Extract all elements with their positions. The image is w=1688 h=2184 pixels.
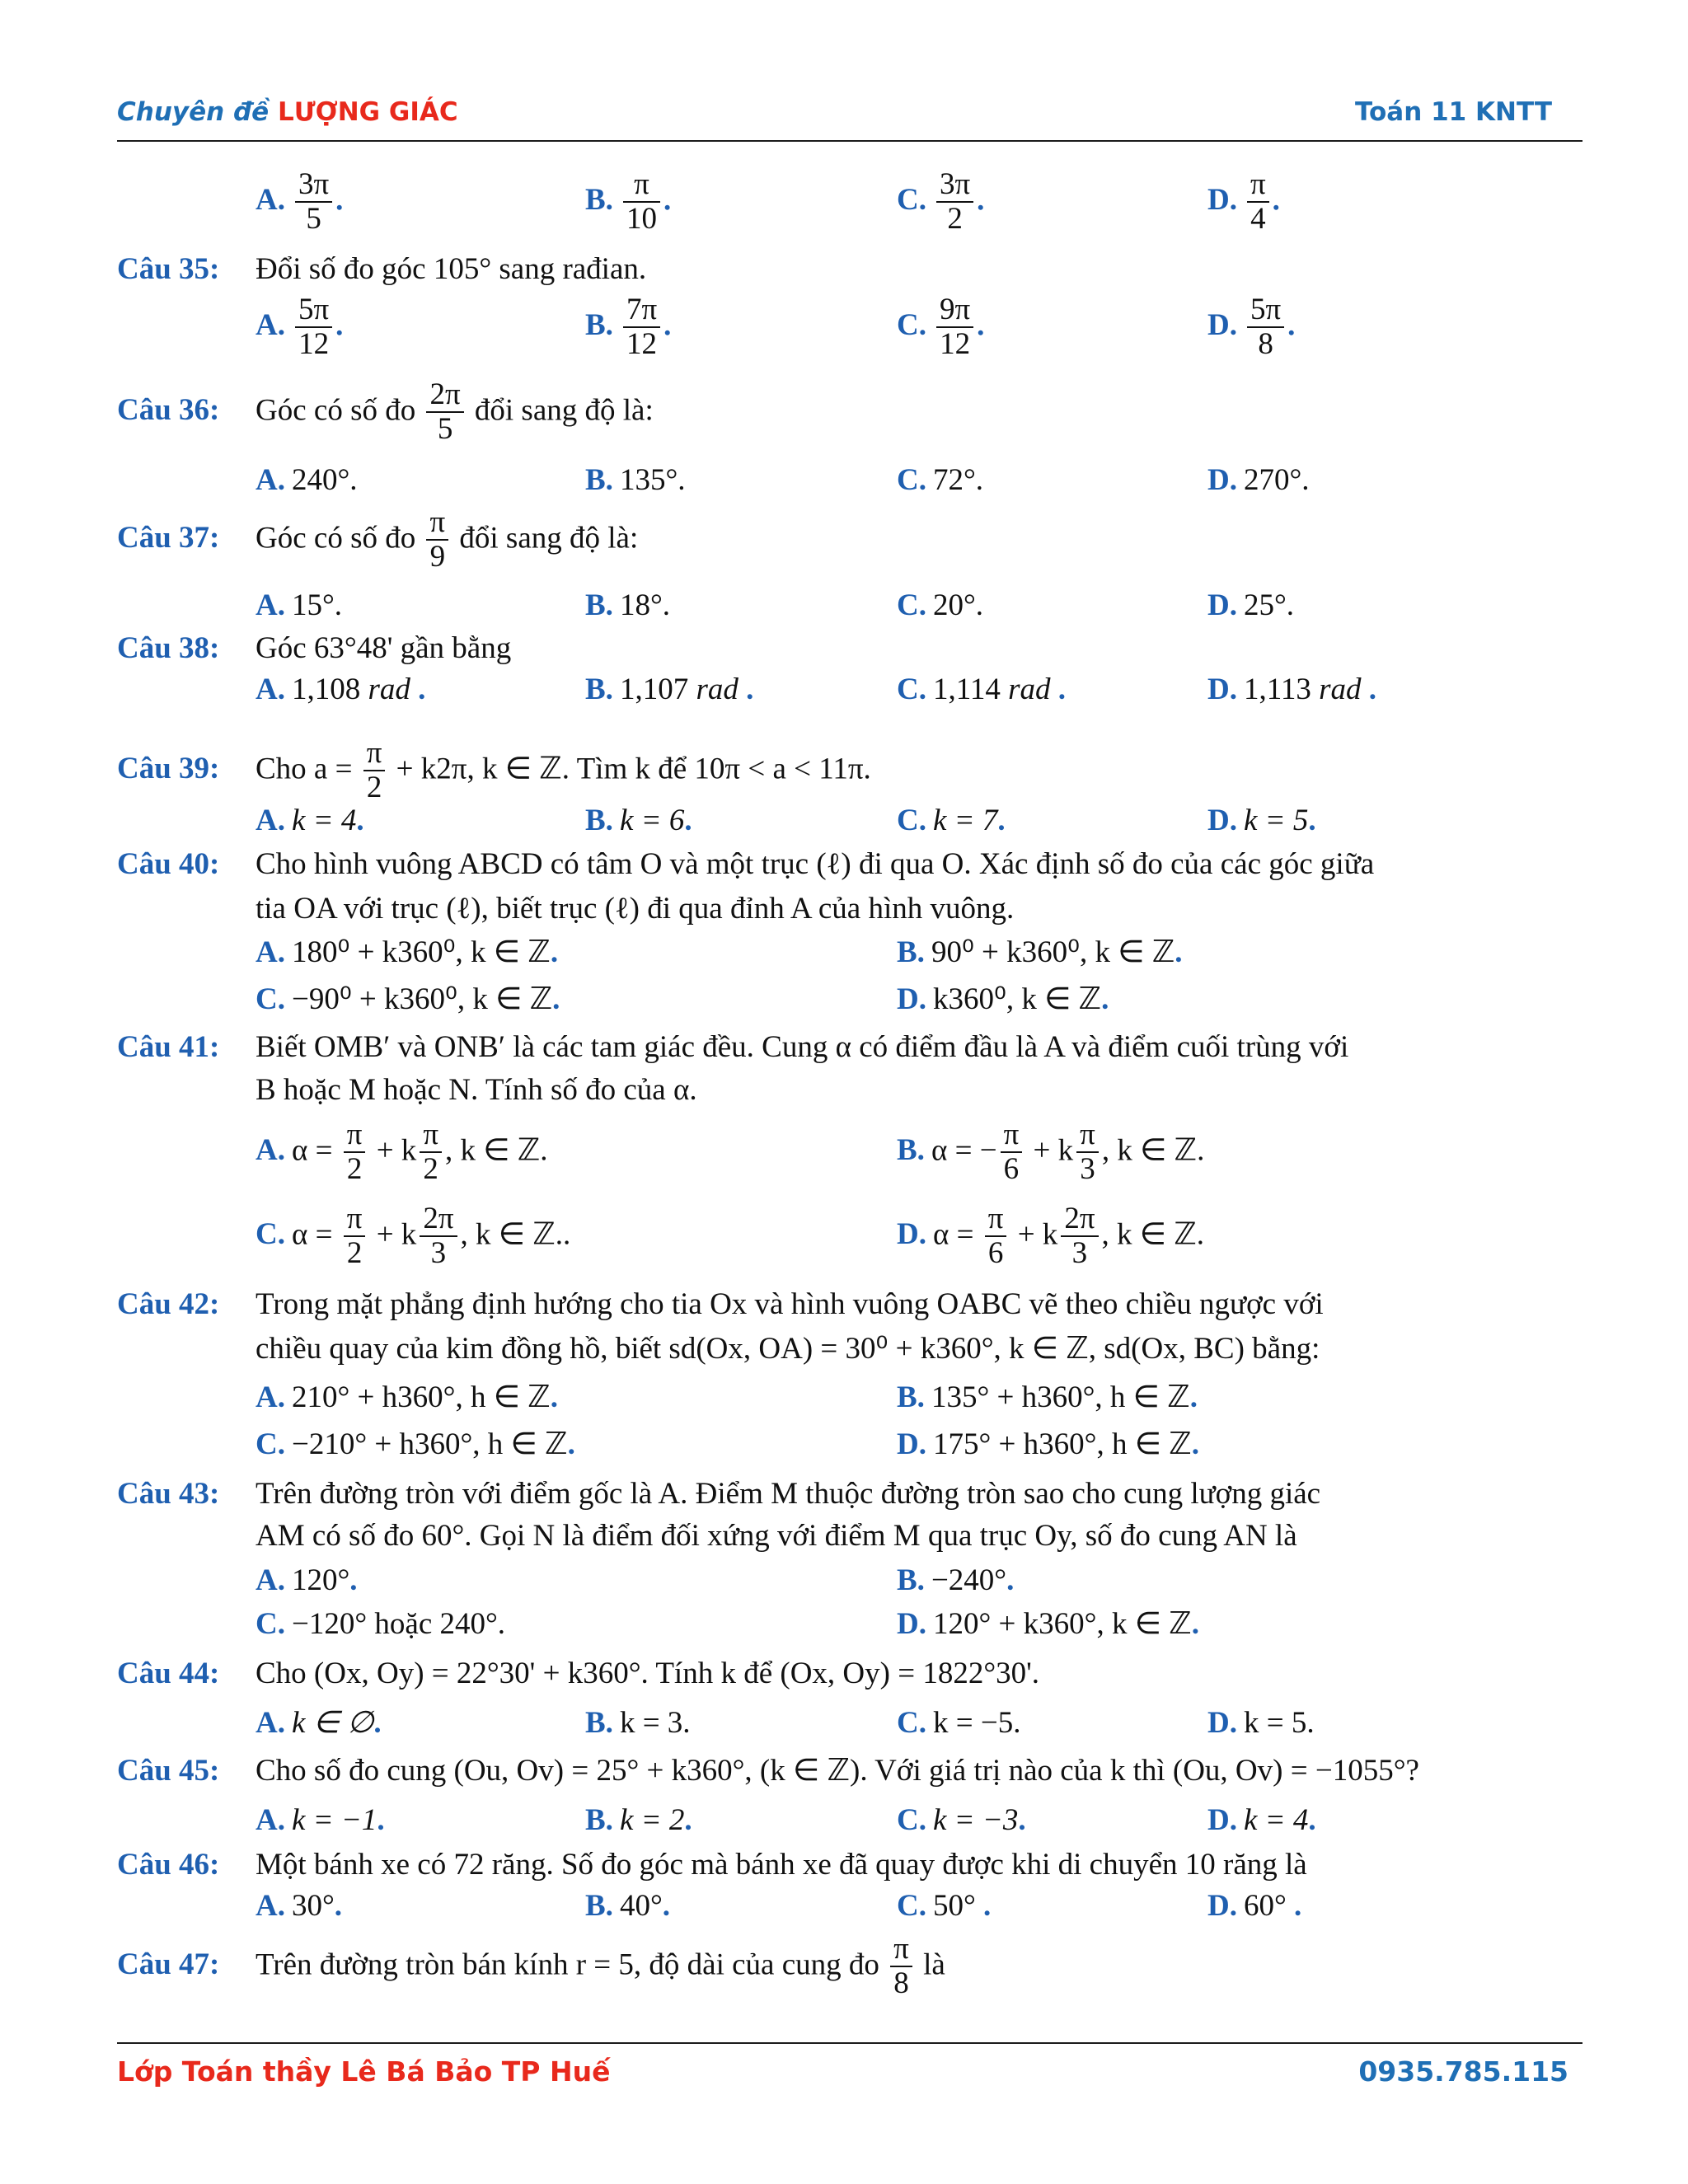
q40-option-b: B. 90⁰ + k360⁰, k ∈ ℤ. [897, 935, 1183, 969]
q38-option-c: C. 1,114 rad . [897, 673, 1067, 706]
question-41: Câu 41: Biết OMB′ và ONB′ là các tam giác đều. Cung α có điểm đầu là A và điểm cuối trùng với [117, 1030, 1349, 1064]
q34-option-a: A. $\frac{3\pi}{5}$ . [256, 167, 344, 236]
q41-option-b: B. α = − $\frac{\pi}{6}$ + k $\frac{\pi}{3}$ , k ∈ ℤ. [897, 1118, 1205, 1186]
q40-option-d: D. k360⁰, k ∈ ℤ. [897, 982, 1109, 1016]
question-40: Câu 40: Cho hình vuông ABCD có tâm O và một trục (ℓ) đi qua O. Xác định số đo của các góc giữa [117, 847, 1375, 881]
q37-option-c: C. 20°. [897, 588, 984, 622]
q35-option-c: C. $\frac{9\pi}{12}$ . [897, 293, 985, 361]
q37-option-a: A. 15°. [256, 588, 343, 622]
question-42-line-2: chiều quay của kim đồng hồ, biết sd(Ox, OA) = 30⁰ + k360°, k ∈ ℤ, sd(Ox, BC) bằng: [256, 1332, 1320, 1366]
q37-option-d: D. 25°. [1207, 588, 1295, 622]
q44-option-b: B. k = 3. [585, 1706, 691, 1740]
q46-option-b: B. 40°. [585, 1889, 670, 1923]
footer-author: Lớp Toán thầy Lê Bá Bảo TP Huế [117, 2055, 611, 2088]
q42-option-b: B. 135° + h360°, h ∈ ℤ. [897, 1380, 1198, 1414]
header-topic: Chuyên đề LƯỢNG GIÁC [117, 97, 458, 127]
q45-option-a: A. k = −1. [256, 1803, 385, 1837]
q38-option-b: B. 1,107 rad . [585, 673, 754, 706]
q43-option-c: C. −120° hoặc 240°. [256, 1607, 506, 1641]
question-41-line-2: B hoặc M hoặc N. Tính số đo của α. [256, 1073, 697, 1107]
q45-option-d: D. k = 4. [1207, 1803, 1316, 1837]
q39-option-a: A. k = 4. [256, 804, 364, 837]
question-44: Câu 44: Cho (Ox, Oy) = 22°30' + k360°. Tính k để (Ox, Oy) = 1822°30'. [117, 1657, 1040, 1690]
q38-option-a: A. 1,108 rad . [256, 673, 426, 706]
q36-option-c: C. 72°. [897, 463, 984, 497]
question-47: Câu 47: Trên đường tròn bán kính r = 5, độ dài của cung đo $\frac{\pi}{8}$ là [117, 1932, 945, 2000]
question-37: Câu 37: Góc có số đo $\frac{\pi}{9}$ đổi sang độ là: [117, 505, 639, 574]
footer-rule [117, 2042, 1582, 2044]
question-42: Câu 42: Trong mặt phẳng định hướng cho tia Ox và hình vuông OABC vẽ theo chiều ngược với [117, 1287, 1324, 1321]
question-36: Câu 36: Góc có số đo $\frac{2\pi}{5}$ đổi sang độ là: [117, 377, 654, 446]
q45-option-c: C. k = −3. [897, 1803, 1026, 1837]
q41-option-d: D. α = $\frac{\pi}{6}$ + k $\frac{2\pi}{3}$ , k ∈ ℤ. [897, 1202, 1205, 1270]
q40-option-a: A. 180⁰ + k360⁰, k ∈ ℤ. [256, 935, 559, 969]
q40-option-c: C. −90⁰ + k360⁰, k ∈ ℤ. [256, 982, 560, 1016]
q44-option-c: C. k = −5. [897, 1706, 1021, 1740]
q36-option-a: A. 240°. [256, 463, 358, 497]
q42-option-d: D. 175° + h360°, h ∈ ℤ. [897, 1427, 1199, 1461]
q38-option-d: D. 1,113 rad . [1207, 673, 1377, 706]
q35-option-b: B. $\frac{7\pi}{12}$ . [585, 293, 672, 361]
q36-option-b: B. 135°. [585, 463, 686, 497]
q35-option-a: A. $\frac{5\pi}{12}$ . [256, 293, 344, 361]
q46-option-c: C. 50° . [897, 1889, 992, 1923]
q46-option-d: D. 60° . [1207, 1889, 1302, 1923]
question-43: Câu 43: Trên đường tròn với điểm gốc là A. Điểm M thuộc đường tròn sao cho cung lượng giác [117, 1477, 1321, 1511]
q39-option-b: B. k = 6. [585, 804, 692, 837]
question-38: Câu 38: Góc 63°48' gần bằng [117, 631, 512, 665]
header-course: Toán 11 KNTT [1354, 97, 1552, 127]
q34-option-b: B. $\frac{\pi}{10}$ . [585, 167, 672, 236]
q36-option-d: D. 270°. [1207, 463, 1310, 497]
q41-option-c: C. α = $\frac{\pi}{2}$ + k $\frac{2\pi}{3}$ , k ∈ ℤ.. [256, 1202, 571, 1270]
q43-option-d: D. 120° + k360°, k ∈ ℤ. [897, 1607, 1199, 1641]
q43-option-a: A. 120°. [256, 1563, 358, 1597]
footer-phone: 0935.785.115 [1358, 2055, 1568, 2088]
q41-option-a: A. α = $\frac{\pi}{2}$ + k $\frac{\pi}{2}$ , k ∈ ℤ. [256, 1118, 548, 1186]
q34-option-c: C. $\frac{3\pi}{2}$ . [897, 167, 985, 236]
q39-option-c: C. k = 7. [897, 804, 1006, 837]
q34-option-d: D. $\frac{\pi}{4}$ . [1207, 167, 1280, 236]
q44-option-a: A. k ∈ ∅. [256, 1706, 382, 1740]
q39-option-d: D. k = 5. [1207, 804, 1316, 837]
question-45: Câu 45: Cho số đo cung (Ou, Ov) = 25° + k360°, (k ∈ ℤ). Với giá trị nào của k thì (Ou, Ov) = −1055°? [117, 1754, 1419, 1788]
q45-option-b: B. k = 2. [585, 1803, 692, 1837]
q42-option-c: C. −210° + h360°, h ∈ ℤ. [256, 1427, 575, 1461]
q44-option-d: D. k = 5. [1207, 1706, 1315, 1740]
q35-option-d: D. $\frac{5\pi}{8}$ . [1207, 293, 1296, 361]
header-rule [117, 140, 1582, 142]
question-46: Câu 46: Một bánh xe có 72 răng. Số đo góc mà bánh xe đã quay được khi di chuyển 10 răng là [117, 1848, 1307, 1882]
question-39: Câu 39: Cho a = $\frac{\pi}{2}$ + k2π, k ∈ ℤ. Tìm k để 10π < a < 11π. [117, 736, 871, 804]
q37-option-b: B. 18°. [585, 588, 670, 622]
question-40-line-2: tia OA với trục (ℓ), biết trục (ℓ) đi qua đỉnh A của hình vuông. [256, 892, 1015, 926]
question-35: Câu 35: Đổi số đo góc 105° sang rađian. [117, 252, 647, 286]
question-43-line-2: AM có số đo 60°. Gọi N là điểm đối xứng với điểm M qua trục Oy, số đo cung AN là [256, 1519, 1297, 1553]
q43-option-b: B. −240°. [897, 1563, 1015, 1597]
q46-option-a: A. 30°. [256, 1889, 343, 1923]
q42-option-a: A. 210° + h360°, h ∈ ℤ. [256, 1380, 558, 1414]
